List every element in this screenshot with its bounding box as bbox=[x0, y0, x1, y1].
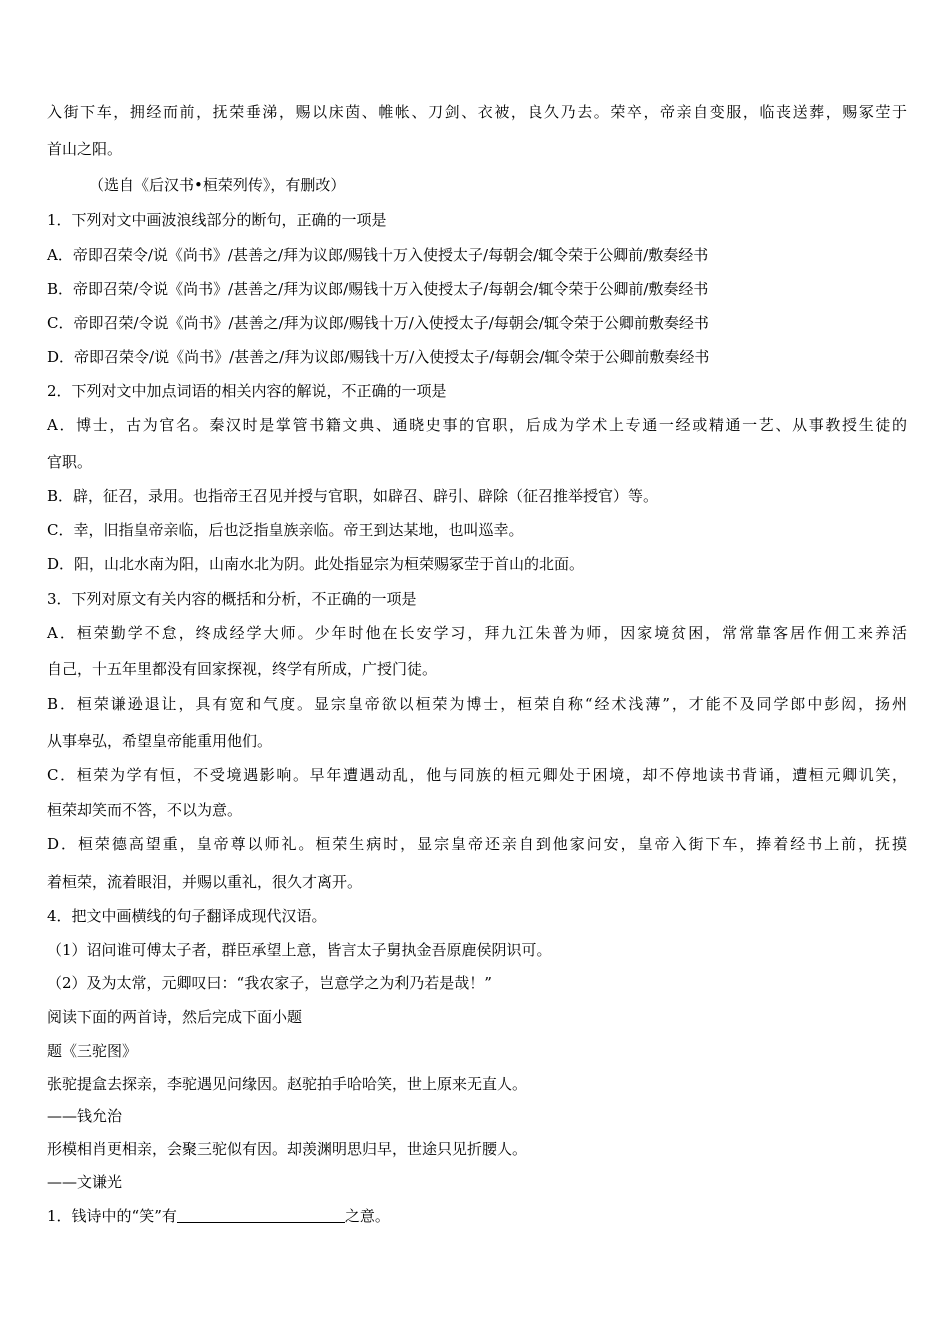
poem-1-author: ——钱允治 bbox=[47, 1107, 123, 1125]
poem-2-author: ——文谦光 bbox=[47, 1173, 123, 1191]
question-3-stem: 3．下列对原文有关内容的概括和分析，不正确的一项是 bbox=[47, 590, 417, 608]
question-2-option-b: B．辟，征召，录用。也指帝王召见并授与官职，如辟召、辟引、辟除（征召推举授官）等。 bbox=[47, 487, 659, 505]
question-3-option-d-line-2: 着桓荣，流着眼泪，并赐以重礼，很久才离开。 bbox=[47, 873, 363, 891]
poem-question-1-suffix: 之意。 bbox=[344, 1207, 390, 1225]
question-3-option-a-line-2: 自己，十五年里都没有回家探视，终学有所成，广授门徒。 bbox=[47, 660, 438, 678]
poem-2-text: 形模相肖更相亲，会聚三驼似有因。却羡渊明思归早，世途只见折腰人。 bbox=[47, 1140, 528, 1158]
passage-line-1: 入街下车，拥经而前，抚荣垂涕，赐以床茵、帷帐、刀剑、衣被，良久乃去。荣卒，帝亲自变服，临丧送葬，赐冢茔于 bbox=[47, 103, 907, 121]
question-1-stem: 1．下列对文中画波浪线部分的断句，正确的一项是 bbox=[47, 211, 387, 229]
question-3-option-b-line-1: B．桓荣谦逊退让，具有宽和气度。显宗皇帝欲以桓荣为博士，桓荣自称“经术浅薄”，才能不及同学郎中彭闳，扬州 bbox=[47, 695, 907, 713]
question-1-option-d: D．帝即召荣令/说《尚书》/甚善之/拜为议郎/赐钱十万/入使授太子/每朝会/辄令荣于公卿前敷奏经书 bbox=[47, 348, 710, 366]
question-3-option-c-line-2: 桓荣却笑而不答，不以为意。 bbox=[47, 801, 243, 819]
poems-intro: 阅读下面的两首诗，然后完成下面小题 bbox=[47, 1008, 303, 1026]
question-3-option-c-line-1: C．桓荣为学有恒，不受境遇影响。早年遭遇动乱，他与同族的桓元卿处于困境，却不停地读书背诵，遭桓元卿讥笑， bbox=[47, 766, 907, 784]
passage-line-2: 首山之阳。 bbox=[47, 140, 123, 158]
question-2-option-a-line-2: 官职。 bbox=[47, 453, 93, 471]
question-4-sentence-1: （1）诏问谁可傅太子者，群臣承望上意，皆言太子舅执金吾原鹿侯阴识可。 bbox=[47, 941, 552, 959]
question-4-sentence-2: （2）及为太常，元卿叹曰：“我农家子，岂意学之为利乃若是哉！” bbox=[47, 974, 492, 992]
answer-blank[interactable] bbox=[177, 1208, 345, 1223]
poem-1-text: 张驼提盒去探亲，李驼遇见问缘因。赵驼拍手哈哈笑，世上原来无直人。 bbox=[47, 1075, 528, 1093]
question-2-stem: 2．下列对文中加点词语的相关内容的解说，不正确的一项是 bbox=[47, 382, 447, 400]
question-2-option-c: C．幸，旧指皇帝亲临，后也泛指皇族亲临。帝王到达某地，也叫巡幸。 bbox=[47, 521, 524, 539]
poem-question-1-prefix: 1．钱诗中的“笑”有 bbox=[47, 1207, 177, 1225]
poem-title: 题《三驼图》 bbox=[47, 1042, 138, 1060]
question-3-option-b-line-2: 从事皋弘，希望皇帝能重用他们。 bbox=[47, 732, 273, 750]
passage-source: （选自《后汉书•桓荣列传》，有删改） bbox=[89, 176, 346, 194]
question-2-option-d: D．阳，山北水南为阳，山南水北为阴。此处指显宗为桓荣赐冢茔于首山的北面。 bbox=[47, 555, 585, 573]
poem-question-1 bbox=[47, 1206, 907, 1226]
question-1-option-b: B．帝即召荣/令说《尚书》/甚善之/拜为议郎/赐钱十万入使授太子/每朝会/辄令荣于公卿前/敷奏经书 bbox=[47, 280, 709, 298]
question-3-option-a-line-1: A．桓荣勤学不怠，终成经学大师。少年时他在长安学习，拜九江朱普为师，因家境贫困，常常靠客居作佣工来养活 bbox=[47, 624, 907, 642]
question-3-option-d-line-1: D．桓荣德高望重，皇帝尊以师礼。桓荣生病时，显宗皇帝还亲自到他家问安，皇帝入街下车，捧着经书上前，抚摸 bbox=[47, 835, 907, 853]
question-1-option-c: C．帝即召荣/令说《尚书》/甚善之/拜为议郎/赐钱十万/入使授太子/每朝会/辄令荣于公卿前敷奏经书 bbox=[47, 314, 709, 332]
question-4-stem: 4．把文中画横线的句子翻译成现代汉语。 bbox=[47, 907, 327, 925]
question-2-option-a-line-1: A．博士，古为官名。秦汉时是掌管书籍文典、通晓史事的官职，后成为学术上专通一经或精通一艺、从事教授生徒的 bbox=[47, 416, 907, 434]
question-1-option-a: A．帝即召荣令/说《尚书》/甚善之/拜为议郎/赐钱十万入使授太子/每朝会/辄令荣于公卿前/敷奏经书 bbox=[47, 246, 709, 264]
